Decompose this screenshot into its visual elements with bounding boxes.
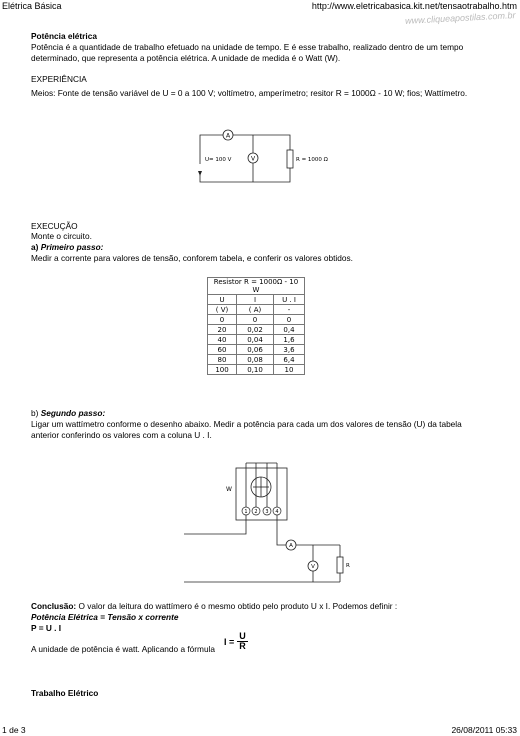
voltmeter-label: V	[250, 155, 256, 163]
table-cell: 80	[208, 355, 237, 365]
table-cell: 20	[208, 325, 237, 335]
table-cell: 3,6	[274, 345, 305, 355]
resistor-label: R	[346, 563, 350, 569]
table-row	[208, 355, 305, 365]
ohm-symbol: Ω	[369, 88, 376, 98]
wattmeter-label: W	[226, 486, 232, 493]
terminal-label: 4	[275, 509, 279, 515]
source-label: U= 100 V	[205, 157, 232, 163]
footer-page: 1 de 3	[2, 725, 26, 735]
watermark: www.cliqueapostilas.com.br	[405, 10, 517, 26]
conclusao-text: O valor da leitura do wattímero é o mesmo obtido pelo produto U x I. Podemos definir :	[76, 601, 398, 611]
step2-label: Segundo passo:	[40, 408, 106, 418]
step1-prefix: a)	[31, 242, 41, 252]
measurement-table	[207, 277, 305, 375]
formula-ohm	[224, 632, 248, 651]
meios-prefix: Meios: Fonte de tensão variável de U = 0 a 100 V; voltímetro, amperímetro; resitor R = 1000	[31, 88, 370, 98]
table-row	[208, 335, 305, 345]
table-cell: 0,10	[237, 365, 274, 375]
table-header: U	[208, 295, 237, 305]
formula-numerator: U	[239, 631, 246, 641]
table-cell: 6,4	[274, 355, 305, 365]
paragraph-line: determinado, que representa a potência elétrica. A unidade de medida é o Watt (W).	[31, 53, 341, 63]
table-cell: 0,08	[237, 355, 274, 365]
formula-fraction	[237, 632, 248, 651]
table-row	[208, 315, 305, 325]
table-row	[208, 325, 305, 335]
step1-text: Medir a corrente para valores de tensão, conforem tabela, e conferir os valores obtidos.	[31, 253, 353, 263]
step1-label: Primeiro passo:	[40, 242, 104, 252]
header-url[interactable]: http://www.eletricabasica.kit.net/tensaotrabalho.htm	[311, 1, 517, 11]
step2-prefix: b)	[31, 408, 41, 418]
formula-lhs: I =	[224, 636, 235, 647]
step1-heading	[31, 242, 103, 253]
table-cell: 0,02	[237, 325, 274, 335]
ammeter-label: A	[225, 132, 231, 140]
conclusao-label: Conclusão:	[31, 601, 77, 611]
table-header: I	[237, 295, 274, 305]
table-cell: 40	[208, 335, 237, 345]
ammeter-label: A	[289, 543, 293, 549]
table-cell: 10	[274, 365, 305, 375]
table-header: U . I	[274, 295, 305, 305]
table-cell: 0,4	[274, 325, 305, 335]
meios-line	[31, 88, 467, 99]
table-cell: 0	[208, 315, 237, 325]
table-row	[208, 345, 305, 355]
section-title-trabalho: Trabalho Elétrico	[31, 688, 99, 698]
conclusao-line	[31, 601, 397, 612]
formula-denominator: R	[239, 641, 246, 651]
unit-text: A unidade de potência é watt. Aplicando a fórmula	[31, 644, 216, 654]
table-cell: 0	[274, 315, 305, 325]
terminal-label: 3	[265, 509, 269, 515]
table-unit: -	[274, 305, 305, 315]
table-cell: 60	[208, 345, 237, 355]
footer-datetime: 26/08/2011 05:33	[451, 725, 517, 735]
meios-suffix: - 10 W; fios; Wattímetro.	[375, 88, 468, 98]
step2-text: Ligar um wattímetro conforme o desenho abaixo. Medir a potência para cada um dos valores de tensão (U) da tabela	[31, 419, 462, 429]
header-title: Elétrica Básica	[2, 1, 62, 11]
section-title-execucao: EXECUÇÃO	[31, 221, 78, 231]
table-cell: 1,6	[274, 335, 305, 345]
section-title-potencia: Potência elétrica	[31, 31, 97, 41]
resistor-label: R = 1000 Ω	[296, 157, 328, 163]
voltmeter-label: V	[311, 564, 315, 570]
table-unit: ( A)	[237, 305, 274, 315]
table-title: Resistor R = 1000Ω - 10 W	[208, 278, 305, 295]
table-row	[208, 365, 305, 375]
paragraph-line: Potência é a quantidade de trabalho efetuado na unidade de tempo. E é esse trabalho, realizado dentro de um tempo	[31, 42, 464, 52]
circuit-diagram-1	[195, 124, 328, 184]
source-arrow-icon	[198, 171, 202, 176]
terminal-label: 2	[254, 509, 258, 515]
circuit-diagram-2	[170, 449, 355, 594]
table-cell: 100	[208, 365, 237, 375]
table-cell: 0,06	[237, 345, 274, 355]
table-cell: 0,04	[237, 335, 274, 345]
table-cell: 0	[237, 315, 274, 325]
step2-heading	[31, 408, 105, 419]
formula-pui: P = U . I	[31, 623, 62, 633]
step2-text: anterior conferindo os valores com a coluna U . I.	[31, 430, 212, 440]
table-unit: ( V)	[208, 305, 237, 315]
terminal-label: 1	[244, 509, 248, 515]
section-title-experiencia: EXPERIÊNCIA	[31, 74, 87, 84]
paragraph-line: Monte o circuito.	[31, 231, 92, 241]
formula-potencia: Potência Elétrica = Tensão x corrente	[31, 612, 179, 622]
